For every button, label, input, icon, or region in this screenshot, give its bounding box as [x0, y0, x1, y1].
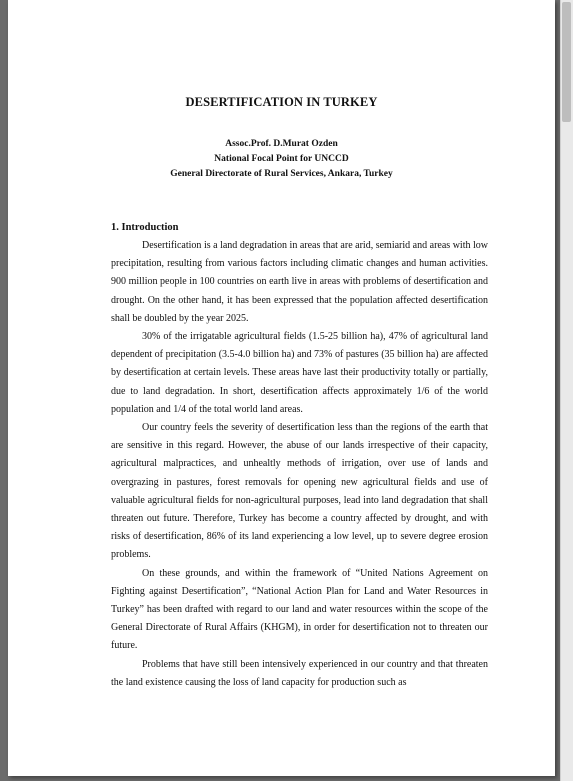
author-name: Assoc.Prof. D.Murat Ozden [225, 139, 338, 149]
author-affiliation: General Directorate of Rural Services, Ankara, Turkey [170, 169, 393, 179]
document-page [8, 0, 555, 776]
paragraph-5: Problems that have still been intensively experienced in our country and that threaten the land existence causing the loss of land capacity for production such as [111, 658, 488, 688]
paragraph-1: Desertification is a land degradation in areas that are arid, semiarid and areas with low precipitation, resulting from various factors including climatic changes and human activities. 900 million people in 100 countries on earth live in areas with problems of desertification and drought. On the other hand, it has been expressed that the population affected desertification shall be doubled by the year 2025. [111, 240, 488, 324]
section-heading: 1. Introduction [111, 222, 179, 233]
introduction-section [111, 221, 488, 692]
scrollbar-thumb[interactable] [562, 2, 571, 122]
author-role: National Focal Point for UNCCD [214, 154, 349, 164]
paragraph-2: 30% of the irrigatable agricultural fields (1.5-25 billion ha), 47% of agricultural land dependent of precipitation (3.5-4.0 billion ha) and 73% of pastures (35 billion ha) are affected by desertification at certain levels. These areas have last their productivity totally or partially, due to land degradation. In short, desertification affects approximately 1/6 of the world population and 1/4 of the total world land areas. [111, 331, 488, 415]
author-block [8, 137, 555, 182]
document-title: DESERTIFICATION IN TURKEY [185, 95, 378, 109]
paragraph-4: On these grounds, and within the framework of “United Nations Agreement on Fighting against Desertification”, “National Action Plan for Land and Water Resources in Turkey” has been drafted with regard to our land and water resources within the scope of the General Directorate of Rural Affairs (KHGM), in order for desertification not to threaten our future. [111, 567, 488, 652]
paragraph-3: Our country feels the severity of desertification less than the regions of the earth that are sensitive in this regard. However, the abuse of our lands irrespective of their capacity, agricultural malpractices, and unhealtly methods of irrigation, over use of lands and overgrazing in pastures, forest removals for opening new agricultural fields and use of valuable agricultural fields for non-agricultural purposes, lead into land degradation that shall threaten out future. Therefore, Turkey has become a country affected by drought, and with risks of desertification, 86% of its land experiencing a low level, up to severe degree erosion problems. [111, 422, 488, 561]
